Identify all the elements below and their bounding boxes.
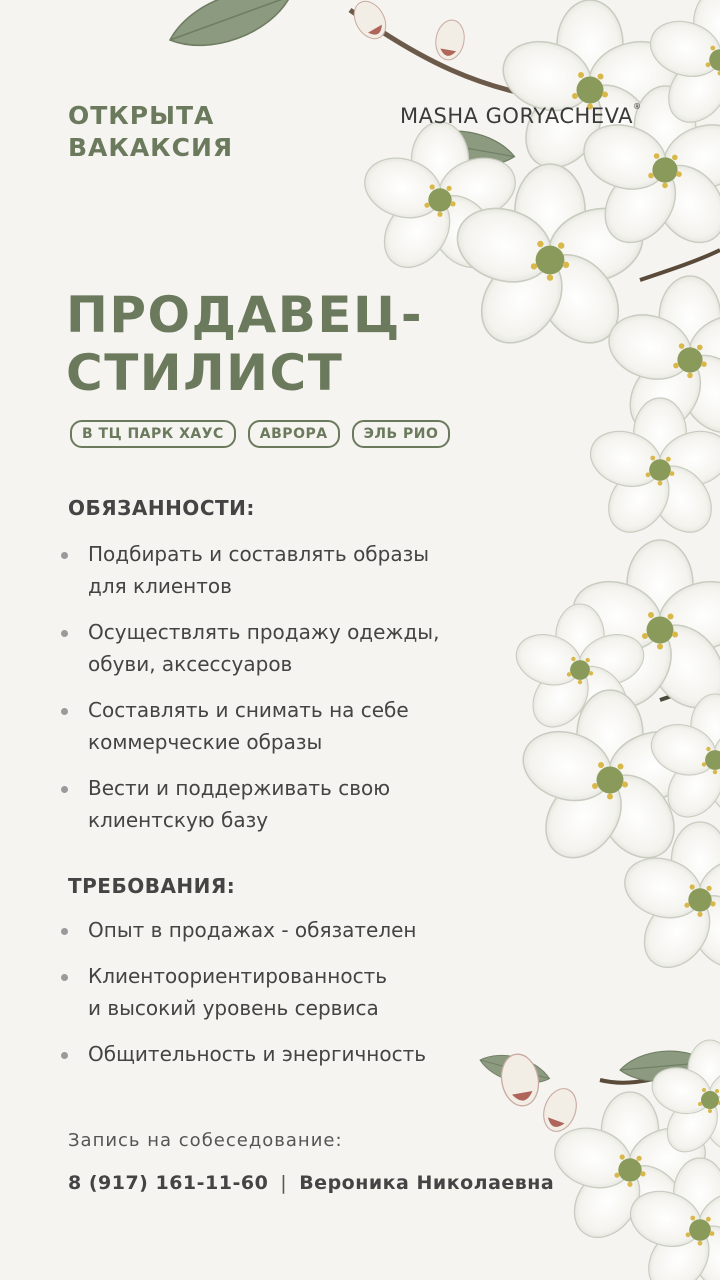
phone-number[interactable]: 8 (917) 161-11-60 xyxy=(68,1172,269,1194)
location-tag: ЭЛЬ РИО xyxy=(352,420,451,448)
list-item xyxy=(56,960,476,1024)
contact-line xyxy=(68,1172,554,1194)
requirements-heading: ТРЕБОВАНИЯ: xyxy=(68,874,236,898)
duties-heading: ОБЯЗАННОСТИ: xyxy=(68,496,255,520)
contact-separator: | xyxy=(280,1172,288,1194)
duties-list xyxy=(56,538,476,850)
location-tag: В ТЦ ПАРК ХАУС xyxy=(70,420,236,448)
list-item-text: Опыт в продажах - обязателен xyxy=(88,918,417,942)
list-item-text: обуви, аксессуаров xyxy=(88,652,293,676)
brand-logo xyxy=(400,104,642,128)
list-item-text: Составлять и снимать на себе xyxy=(88,698,409,722)
job-title-line2: СТИЛИСТ xyxy=(66,344,344,402)
list-item xyxy=(56,538,476,602)
requirements-list xyxy=(56,914,476,1084)
contact-name: Вероника Николаевна xyxy=(299,1172,555,1194)
vacancy-label-line2: ВАКАКСИЯ xyxy=(68,133,234,162)
location-tag: АВРОРА xyxy=(248,420,340,448)
location-tags xyxy=(70,420,450,448)
list-item-text: и высокий уровень сервиса xyxy=(88,996,379,1020)
list-item-text: Осуществлять продажу одежды, xyxy=(88,620,440,644)
list-item-text: коммерческие образы xyxy=(88,730,323,754)
list-item-text: для клиентов xyxy=(88,574,232,598)
interview-label: Запись на собеседование: xyxy=(68,1130,343,1151)
brand-name: MASHA GORYACHEVA xyxy=(400,104,634,128)
list-item-text: Клиентоориентированность xyxy=(88,964,388,988)
list-item xyxy=(56,694,476,758)
list-item xyxy=(56,1038,476,1070)
vacancy-label-line1: ОТКРЫТА xyxy=(68,101,215,130)
vacancy-label xyxy=(68,100,233,164)
job-title-line1: ПРОДАВЕЦ- xyxy=(66,286,424,344)
list-item-text: Общительность и энергичность xyxy=(88,1042,427,1066)
list-item xyxy=(56,914,476,946)
list-item-text: Вести и поддерживать свою xyxy=(88,776,391,800)
list-item-text: Подбирать и составлять образы xyxy=(88,542,430,566)
registered-mark: ® xyxy=(633,102,642,111)
job-title xyxy=(66,286,423,402)
list-item xyxy=(56,772,476,836)
list-item xyxy=(56,616,476,680)
list-item-text: клиентскую базу xyxy=(88,808,269,832)
